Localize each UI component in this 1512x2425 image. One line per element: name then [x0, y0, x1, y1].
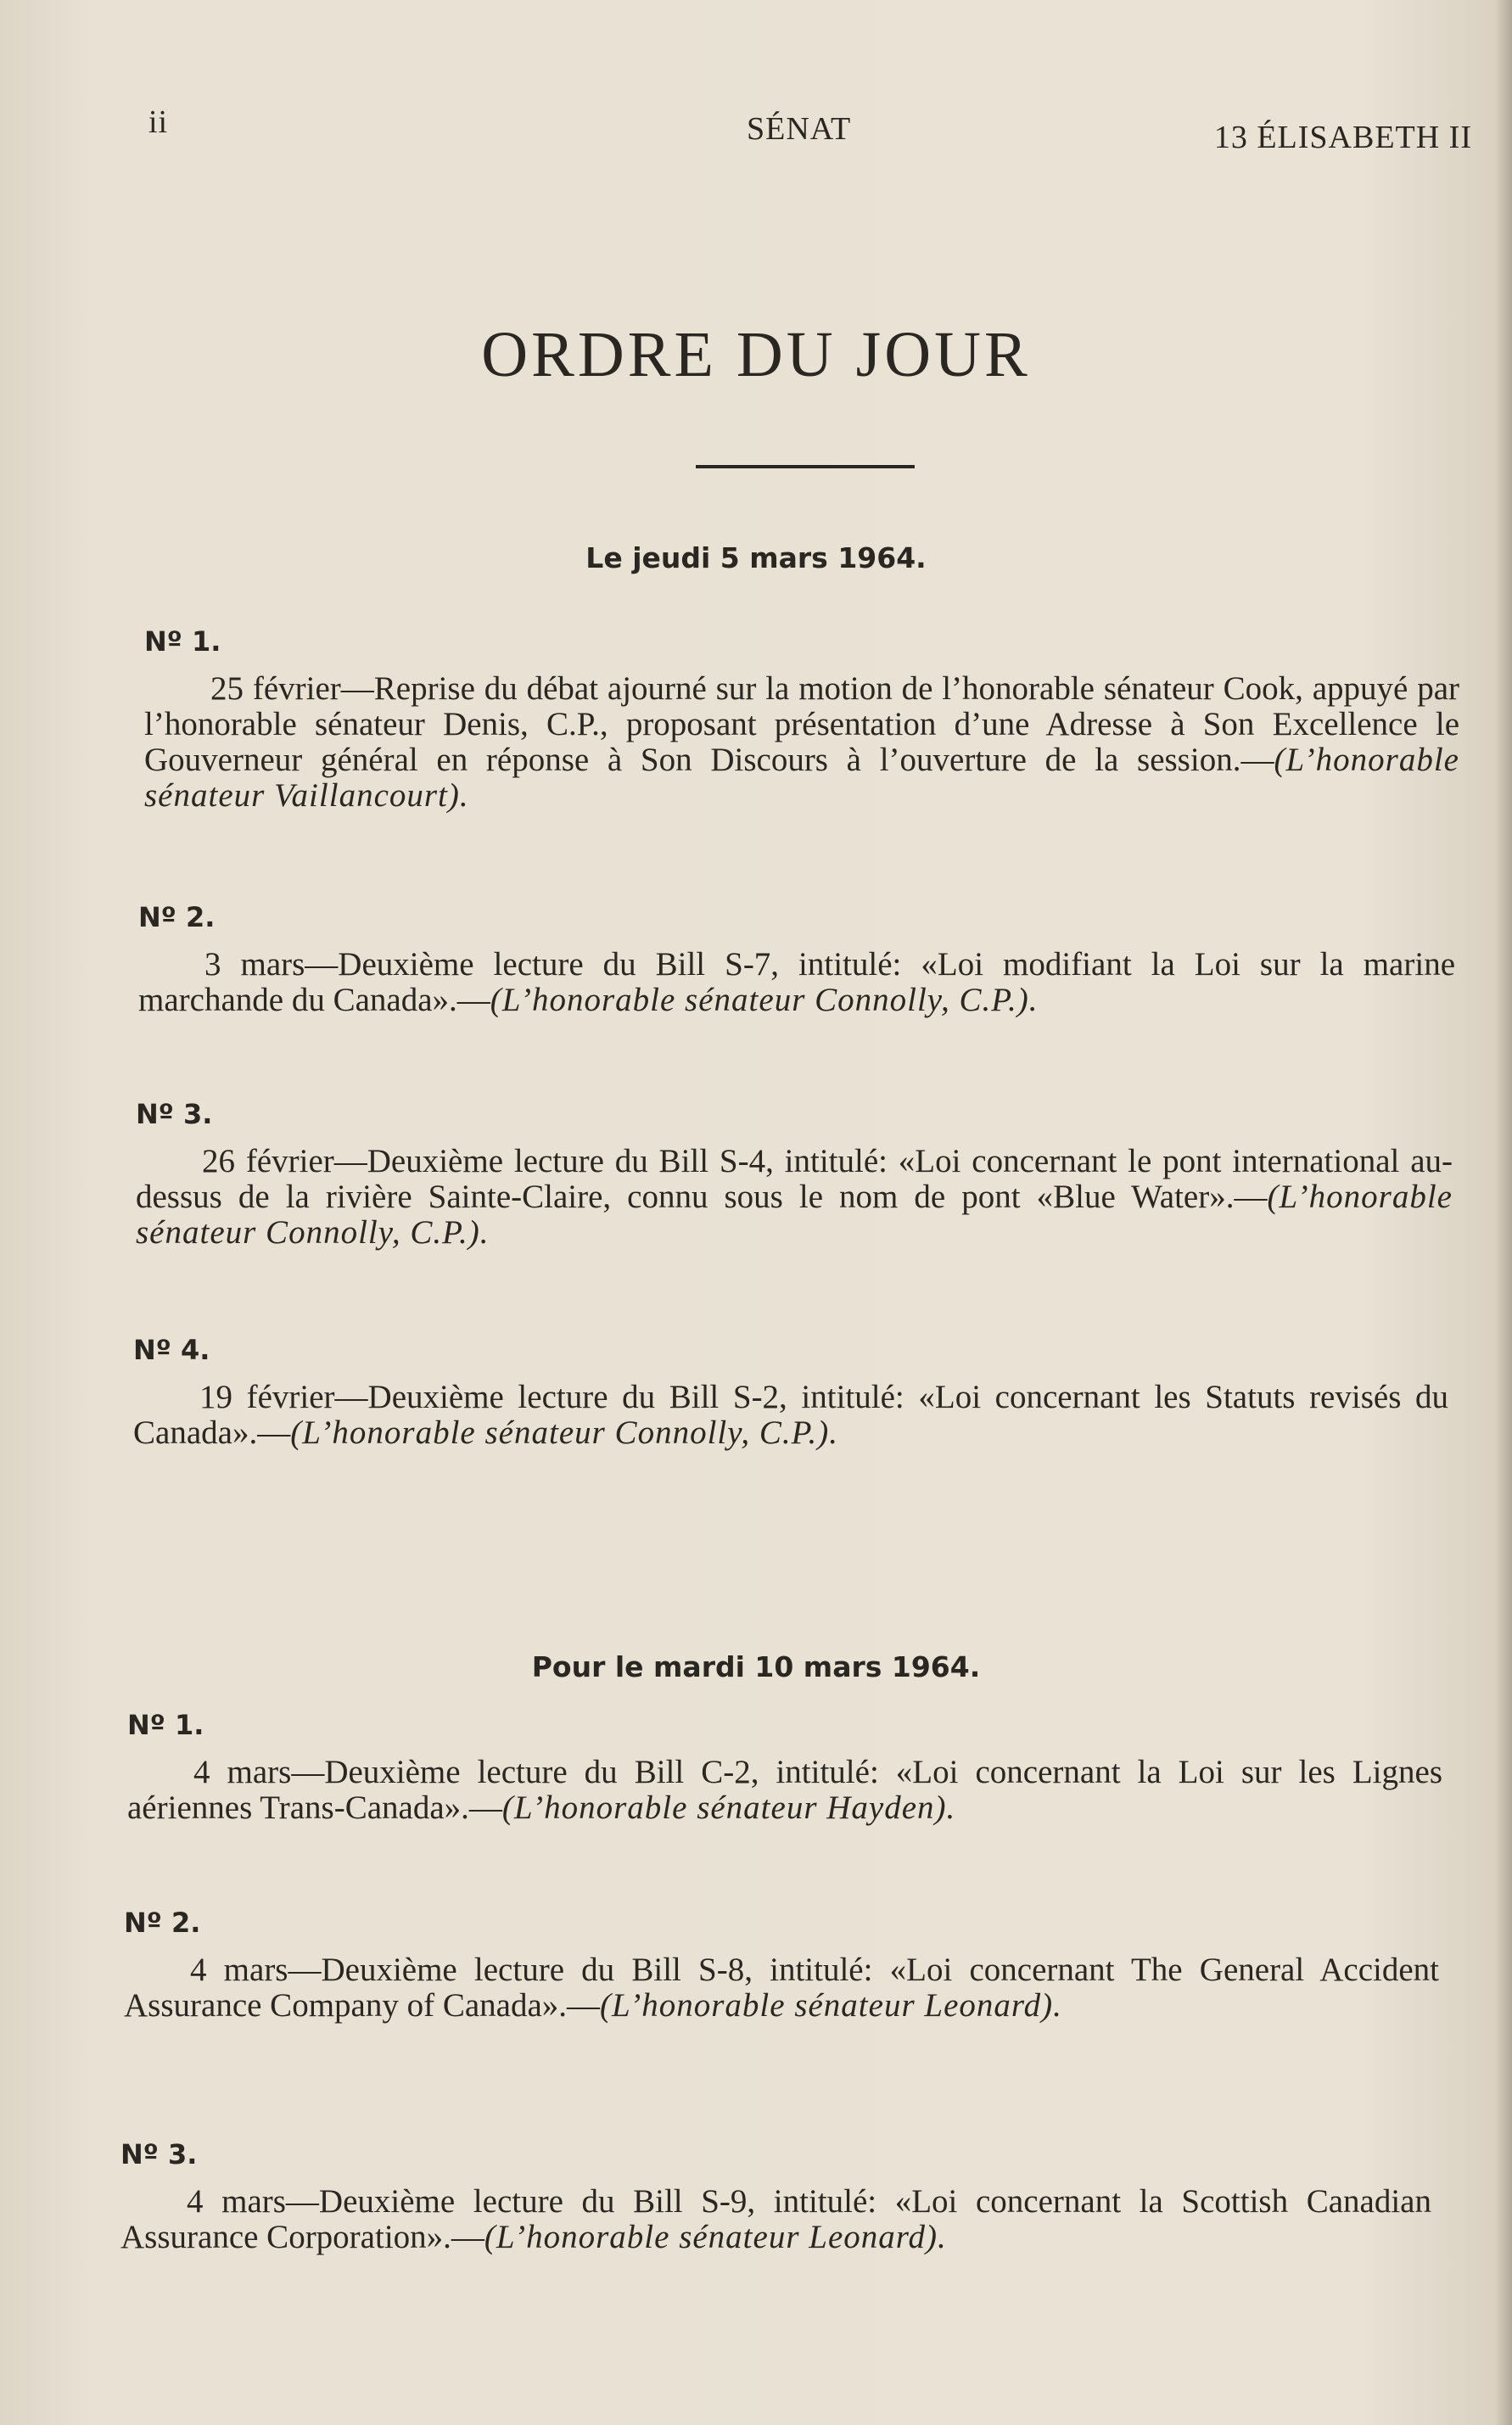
running-head-right: 13 ÉLISABETH II [1213, 120, 1472, 155]
item-text: 25 février—Reprise du débat ajourné sur la motion de l’honorable sénateur Cook, appuyé par l’honorable sénateur Denis, C.P., proposant présentation d’une Adresse à Son Excellence le Gouverneur général en réponse à Son Discours à l’ouverture de la session.—(L’honorable sénateur Vaillancourt). [144, 670, 1459, 814]
page-title: ORDRE DU JOUR [481, 319, 1031, 390]
item-sponsor: (L’honorable sénateur Connolly, C.P.). [136, 1179, 1453, 1251]
item-text: 4 mars—Deuxième lecture du Bill C-2, intitulé: «Loi concernant la Loi sur les Lignes aériennes Trans-Canada».—(L’honorable sénateur Hayden). [127, 1754, 1442, 1826]
order-item [138, 899, 1455, 1018]
item-number: Nº 3. [120, 2138, 198, 2170]
running-head [148, 104, 1472, 154]
item-number: Nº 2. [124, 1907, 201, 1939]
order-item [136, 1096, 1453, 1251]
item-number: Nº 1. [127, 1709, 204, 1741]
item-number: Nº 2. [138, 901, 216, 933]
item-number: Nº 3. [136, 1098, 213, 1130]
item-sponsor: (L’honorable sénateur Leonard). [600, 1987, 1062, 2024]
item-text: 19 février—Deuxième lecture du Bill S-2, intitulé: «Loi concernant les Statuts revisés du Canada».—(L’honorable sénateur Connolly, C.P.). [133, 1379, 1448, 1451]
section-date-heading: Le jeudi 5 mars 1964. [585, 541, 927, 574]
section-date-heading: Pour le mardi 10 mars 1964. [531, 1650, 981, 1683]
item-number: Nº 1. [144, 625, 221, 658]
item-sponsor: (L’honorable sénateur Connolly, C.P.). [290, 1414, 838, 1451]
item-number: Nº 4. [133, 1334, 210, 1366]
title-rule [696, 465, 915, 468]
item-sponsor: (L’honorable sénateur Connolly, C.P.). [490, 982, 1039, 1018]
page-number: ii [148, 104, 169, 140]
order-item [127, 1707, 1442, 1826]
item-text: 4 mars—Deuxième lecture du Bill S-8, intitulé: «Loi concernant The General Accident Assurance Company of Canada».—(L’honorable sénateur Leonard). [124, 1952, 1439, 2024]
item-sponsor: (L’honorable sénateur Hayden). [501, 1789, 956, 1826]
item-sponsor: (L’honorable sénateur Leonard). [484, 2219, 947, 2255]
running-head-center: SÉNAT [747, 111, 852, 147]
item-sponsor: (L’honorable sénateur Vaillancourt). [144, 742, 1459, 814]
item-text: 26 février—Deuxième lecture du Bill S-4, intitulé: «Loi concernant le pont international au-dessus de la rivière Sainte-Claire, connu sous le nom de pont «Blue Water».—(L’honorable sénateur Connolly, C.P.). [136, 1143, 1453, 1251]
order-item [120, 2137, 1431, 2255]
item-text: 3 mars—Deuxième lecture du Bill S-7, intitulé: «Loi modifiant la Loi sur la marine marchande du Canada».—(L’honorable sénateur Connolly, C.P.). [138, 946, 1455, 1018]
order-item [124, 1905, 1439, 2024]
order-item [133, 1332, 1448, 1451]
order-item [144, 624, 1459, 814]
item-text: 4 mars—Deuxième lecture du Bill S-9, intitulé: «Loi concernant la Scottish Canadian Assurance Corporation».—(L’honorable sénateur Leonard). [120, 2183, 1431, 2255]
